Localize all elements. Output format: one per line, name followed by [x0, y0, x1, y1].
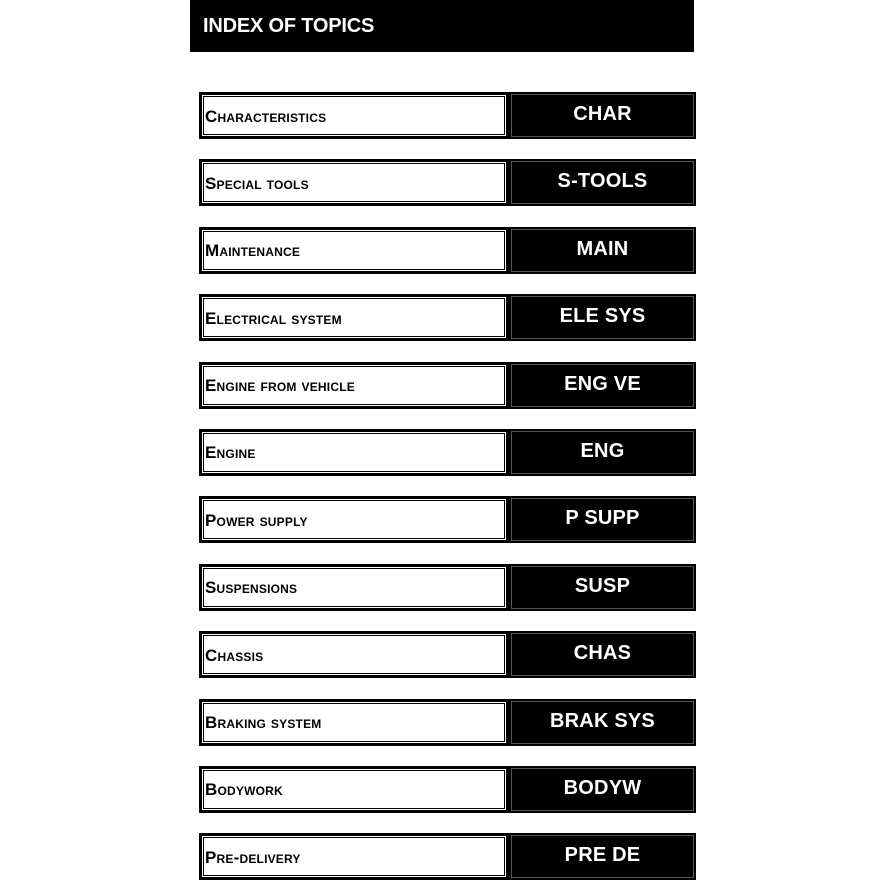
topic-code-cell[interactable]: [509, 362, 696, 409]
topic-row-chassis[interactable]: [199, 631, 696, 678]
topic-name-cell[interactable]: [199, 159, 509, 206]
topic-row-electrical-system[interactable]: [199, 294, 696, 341]
topic-code-cell[interactable]: [509, 564, 696, 611]
topic-code-label: MAIN: [576, 237, 629, 260]
topic-name-label: Engine from vehicle: [205, 376, 355, 396]
topic-code-label: CHAR: [573, 103, 632, 125]
topic-name-cell[interactable]: [199, 362, 509, 409]
topic-name-label: Pre-delivery: [205, 847, 301, 867]
topic-name-label: Suspensions: [205, 578, 298, 598]
topic-code-cell[interactable]: [509, 699, 696, 746]
topic-code-label: PRE DE: [564, 844, 641, 867]
topic-code-cell[interactable]: [509, 496, 696, 543]
topic-code-cell[interactable]: [509, 294, 696, 341]
topic-code-label: ENG: [580, 439, 625, 462]
topic-name-cell[interactable]: [199, 564, 509, 611]
topic-code-label: CHAS: [573, 642, 632, 665]
topic-code-cell[interactable]: [509, 159, 696, 206]
topic-name-cell[interactable]: [199, 766, 509, 813]
topic-name-label: Maintenance: [205, 241, 301, 261]
topic-code-label: BODYW: [563, 776, 642, 799]
topic-code-label: BRAK SYS: [550, 709, 655, 732]
topic-row-engine[interactable]: [199, 429, 696, 476]
topic-name-label: Electrical system: [205, 308, 342, 328]
topic-name-label: Braking system: [205, 713, 322, 733]
topic-row-braking-system[interactable]: [199, 699, 696, 746]
topic-code-cell[interactable]: [509, 227, 696, 274]
topic-row-special-tools[interactable]: [199, 159, 696, 206]
topic-row-maintenance[interactable]: [199, 227, 696, 274]
topic-row-pre-delivery[interactable]: [199, 833, 696, 880]
index-title: INDEX OF TOPICS: [203, 14, 375, 37]
topic-row-power-supply[interactable]: [199, 496, 696, 543]
topic-code-cell[interactable]: [509, 833, 696, 880]
topic-row-engine-from-vehicle[interactable]: [199, 362, 696, 409]
topic-name-cell[interactable]: [199, 92, 509, 139]
topic-name-cell[interactable]: [199, 833, 509, 880]
topic-code-label: ELE SYS: [559, 305, 646, 328]
topic-name-label: Characteristics: [205, 106, 327, 126]
topic-code-cell[interactable]: [509, 631, 696, 678]
topic-code-label: ENG VE: [564, 372, 641, 395]
topic-name-cell[interactable]: [199, 294, 509, 341]
topic-name-label: Special tools: [205, 173, 309, 193]
topic-name-cell[interactable]: [199, 429, 509, 476]
topic-code-label: SUSP: [574, 574, 631, 597]
topic-list: [199, 92, 696, 893]
topic-row-characteristics[interactable]: [199, 92, 696, 139]
index-header: [190, 0, 694, 52]
topic-row-suspensions[interactable]: [199, 564, 696, 611]
topic-name-cell[interactable]: [199, 227, 509, 274]
topic-code-cell[interactable]: [509, 766, 696, 813]
topic-name-label: Engine: [205, 443, 256, 463]
topic-code-label: P SUPP: [565, 507, 640, 530]
topic-name-cell[interactable]: [199, 496, 509, 543]
topic-name-label: Chassis: [205, 645, 264, 665]
topic-code-label: S-TOOLS: [557, 170, 648, 193]
topic-name-cell[interactable]: [199, 631, 509, 678]
topic-name-label: Bodywork: [205, 780, 283, 800]
topic-name-cell[interactable]: [199, 699, 509, 746]
topic-code-cell[interactable]: [509, 429, 696, 476]
topic-row-bodywork[interactable]: [199, 766, 696, 813]
topic-code-cell[interactable]: [509, 92, 696, 139]
topic-name-label: Power supply: [205, 510, 308, 530]
